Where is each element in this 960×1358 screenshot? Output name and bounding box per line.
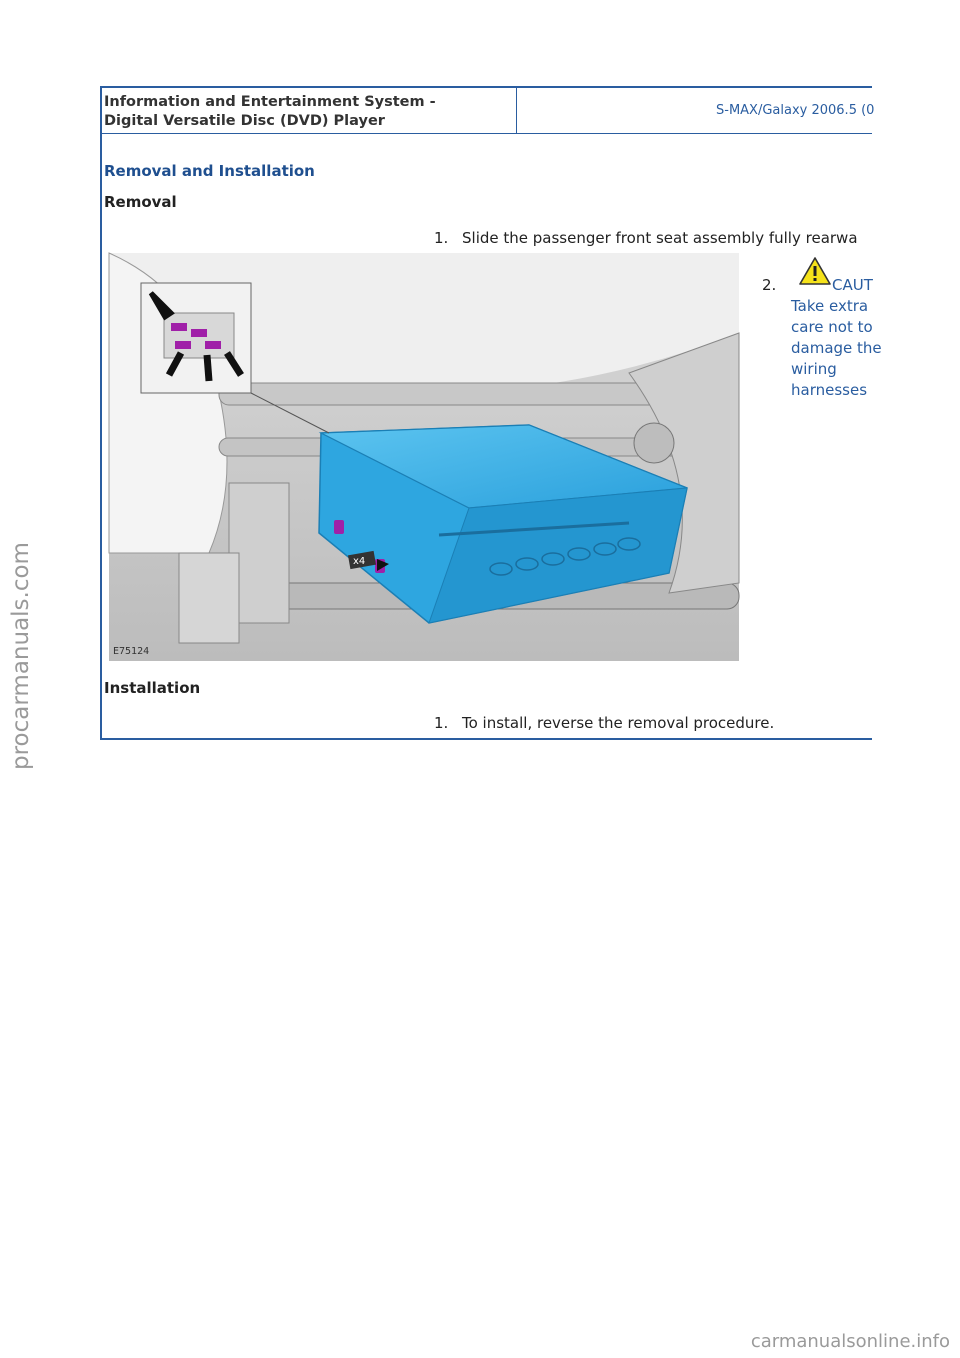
bottom-watermark: carmanualsonline.info xyxy=(750,1331,950,1352)
section-title: Removal and Installation xyxy=(104,162,315,180)
callout-label: x4 xyxy=(353,556,366,567)
installation-step-1 xyxy=(434,714,774,732)
manual-page xyxy=(100,86,882,740)
step-number: 2. xyxy=(762,276,777,294)
installation-heading: Installation xyxy=(104,679,201,697)
caution-title: CAUT xyxy=(832,276,873,294)
removal-step-1 xyxy=(434,229,858,247)
side-watermark-text: procarmanuals.com xyxy=(8,542,34,770)
dvd-player-illustration xyxy=(109,253,739,661)
caution-line: care not to xyxy=(791,318,873,336)
caution-line: Take extra xyxy=(791,297,869,315)
removal-heading: Removal xyxy=(104,193,177,211)
warning-icon xyxy=(798,256,832,286)
frame-header-rule xyxy=(100,133,872,134)
step-text: To install, reverse the removal procedure. xyxy=(462,714,775,732)
header-title-line1: Information and Entertainment System - xyxy=(104,94,436,110)
caution-line: harnesses xyxy=(791,381,868,399)
frame-left-rule xyxy=(100,86,102,740)
step-number: 1. xyxy=(434,714,449,732)
side-watermark xyxy=(2,542,42,770)
frame-bottom-rule xyxy=(100,738,872,740)
caution-line: damage the xyxy=(791,339,882,357)
step-number: 1. xyxy=(434,229,449,247)
caution-text xyxy=(791,296,911,401)
step-text: Slide the passenger front seat assembly fully rearwa xyxy=(462,229,858,247)
header-title-line2: Digital Versatile Disc (DVD) Player xyxy=(104,113,385,129)
dvd-player-figure xyxy=(109,253,739,661)
header-model: S-MAX/Galaxy 2006.5 (0 xyxy=(716,103,875,118)
header-title xyxy=(104,93,512,131)
frame-top-rule xyxy=(100,86,872,88)
figure-label: E75124 xyxy=(113,646,150,657)
frame-header-divider xyxy=(516,86,517,134)
caution-line: wiring xyxy=(791,360,837,378)
